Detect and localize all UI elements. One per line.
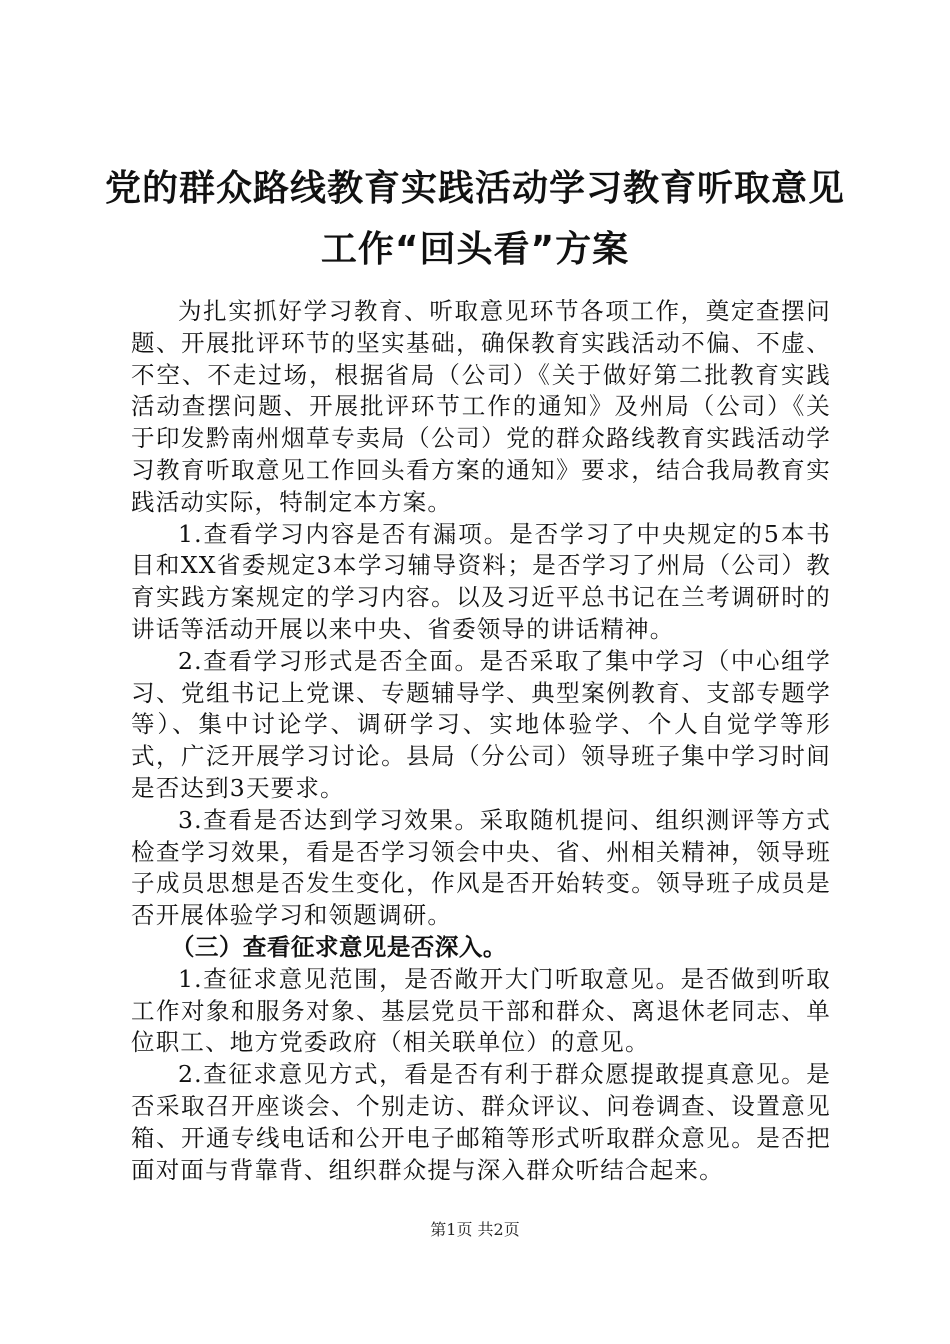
paragraph-study-form: 2.查看学习形式是否全面。是否采取了集中学习（中心组学习、党组书记上党课、专题辅导学、典型案例教育、支部专题学等）、集中讨论学、调研学习、实地体验学、个人自觉学等形式，广泛开展学习讨论。县局（分公司）领导班子集中学习时间是否达到3天要求。 — [131, 646, 831, 802]
paragraph-study-content: 1.查看学习内容是否有漏项。是否学习了中央规定的5本书目和XX省委规定3本学习辅导资料；是否学习了州局（公司）教育实践方案规定的学习内容。以及习近平总书记在兰考调研时的讲话等活动开展以来中央、省委领导的讲话精神。 — [131, 519, 831, 643]
document-body — [131, 296, 831, 1186]
page-number-footer: 第1页 共2页 — [430, 1220, 520, 1239]
section-heading: （三）查看征求意见是否深入。 — [170, 932, 507, 961]
paragraph-opinion-scope: 1.查征求意见范围，是否敞开大门听取意见。是否做到听取工作对象和服务对象、基层党员干部和群众、离退休老同志、单位职工、地方党委政府（相关联单位）的意见。 — [131, 964, 831, 1057]
paragraph-opinion-method: 2.查征求意见方式，看是否有利于群众愿提敢提真意见。是否采取召开座谈会、个别走访、群众评议、问卷调查、设置意见箱、开通专线电话和公开电子邮箱等形式听取群众意见。是否把面对面与背靠背、组织群众提与深入群众听结合起来。 — [131, 1060, 831, 1184]
document-title-line-2: 工作“回头看”方案 — [320, 229, 630, 270]
document-title-line-1: 党的群众路线教育实践活动学习教育听取意见 — [104, 168, 845, 209]
paragraph-study-effect: 3.查看是否达到学习效果。采取随机提问、组织测评等方式检查学习效果，看是否学习领会中央、省、州相关精神，领导班子成员思想是否发生变化，作风是否开始转变。领导班子成员是否开展体验学习和领题调研。 — [131, 805, 831, 930]
intro-paragraph: 为扎实抓好学习教育、听取意见环节各项工作，奠定查摆问题、开展批评环节的坚实基础，确保教育实践活动不偏、不虚、不空、不走过场，根据省局（公司）《关于做好第二批教育实践活动查摆问题、开展批评环节工作的通知》及州局（公司）《关于印发黔南州烟草专卖局（公司）党的群众路线教育实践活动学习教育听取意见工作回头看方案的通知》要求，结合我局教育实践活动实际，特制定本方案。 — [131, 297, 831, 516]
